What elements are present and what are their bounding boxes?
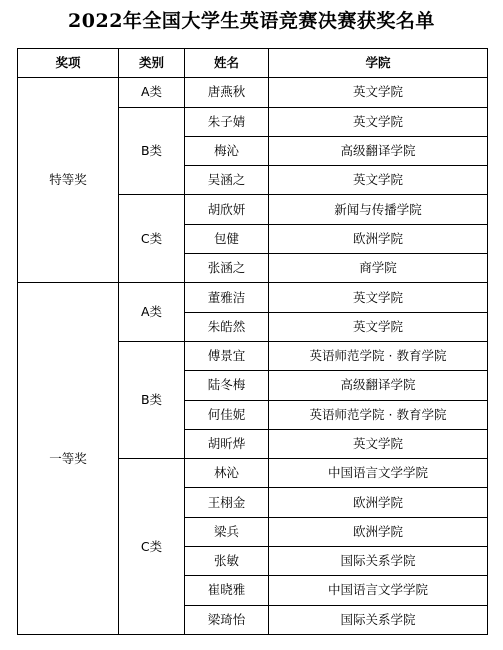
school-cell: 商学院 xyxy=(269,254,488,283)
category-cell: C类 xyxy=(119,195,185,283)
school-cell: 英文学院 xyxy=(269,166,488,195)
school-cell: 英文学院 xyxy=(269,429,488,458)
school-cell: 英语师范学院 · 教育学院 xyxy=(269,400,488,429)
school-cell: 英语师范学院 · 教育学院 xyxy=(269,341,488,370)
name-cell: 梁兵 xyxy=(185,517,269,546)
name-cell: 何佳妮 xyxy=(185,400,269,429)
school-cell: 欧洲学院 xyxy=(269,517,488,546)
award-cell: 特等奖 xyxy=(18,78,119,283)
school-cell: 英文学院 xyxy=(269,107,488,136)
name-cell: 傅景宜 xyxy=(185,341,269,370)
name-cell: 朱子婧 xyxy=(185,107,269,136)
name-cell: 梁琦怡 xyxy=(185,605,269,634)
name-cell: 张敏 xyxy=(185,547,269,576)
name-cell: 董雅洁 xyxy=(185,283,269,312)
table-row xyxy=(18,283,488,312)
header-school: 学院 xyxy=(269,49,488,78)
header-award: 奖项 xyxy=(18,49,119,78)
header-name: 姓名 xyxy=(185,49,269,78)
school-cell: 国际关系学院 xyxy=(269,605,488,634)
awards-table xyxy=(17,48,488,635)
page-title: 2022年全国大学生英语竞赛决赛获奖名单 xyxy=(68,10,435,32)
school-cell: 欧洲学院 xyxy=(269,224,488,253)
name-cell: 崔晓雅 xyxy=(185,576,269,605)
name-cell: 胡昕烨 xyxy=(185,429,269,458)
name-cell: 胡欣妍 xyxy=(185,195,269,224)
name-cell: 吴涵之 xyxy=(185,166,269,195)
school-cell: 英文学院 xyxy=(269,312,488,341)
table-header-row xyxy=(18,49,488,78)
school-cell: 高级翻译学院 xyxy=(269,371,488,400)
category-cell: A类 xyxy=(119,78,185,107)
name-cell: 陆冬梅 xyxy=(185,371,269,400)
school-cell: 中国语言文学学院 xyxy=(269,576,488,605)
category-cell: B类 xyxy=(119,341,185,458)
header-category: 类别 xyxy=(119,49,185,78)
school-cell: 英文学院 xyxy=(269,78,488,107)
name-cell: 张涵之 xyxy=(185,254,269,283)
name-cell: 朱皓然 xyxy=(185,312,269,341)
category-cell: A类 xyxy=(119,283,185,342)
name-cell: 包健 xyxy=(185,224,269,253)
name-cell: 唐燕秋 xyxy=(185,78,269,107)
school-cell: 高级翻译学院 xyxy=(269,136,488,165)
school-cell: 欧洲学院 xyxy=(269,488,488,517)
name-cell: 王栩金 xyxy=(185,488,269,517)
award-cell: 一等奖 xyxy=(18,283,119,635)
category-cell: C类 xyxy=(119,459,185,635)
table-row xyxy=(18,78,488,107)
school-cell: 新闻与传播学院 xyxy=(269,195,488,224)
name-cell: 林沁 xyxy=(185,459,269,488)
school-cell: 国际关系学院 xyxy=(269,547,488,576)
school-cell: 中国语言文学学院 xyxy=(269,459,488,488)
category-cell: B类 xyxy=(119,107,185,195)
school-cell: 英文学院 xyxy=(269,283,488,312)
name-cell: 梅沁 xyxy=(185,136,269,165)
